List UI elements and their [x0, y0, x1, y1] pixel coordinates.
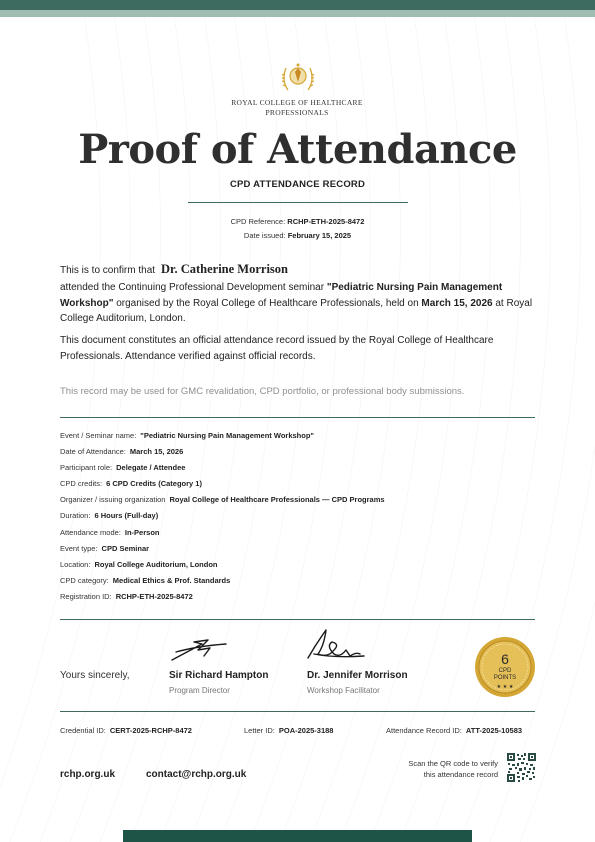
confirmation-line — [60, 262, 288, 277]
signatory-1-role: Program Director — [169, 686, 230, 695]
detail-row-event — [60, 431, 540, 447]
detail-label: Participant role: — [60, 463, 113, 473]
detail-label: Attendance mode: — [60, 527, 121, 537]
website-link[interactable]: rchp.org.uk — [60, 769, 116, 780]
detail-row-duration — [60, 511, 540, 527]
detail-value: In-Person — [124, 527, 160, 537]
detail-row-credits — [60, 479, 540, 495]
credential-id-value: CERT-2025-RCHP-8472 — [109, 726, 192, 735]
subtitle-divider — [188, 202, 408, 203]
detail-label: Organizer / issuing organization — [60, 495, 166, 505]
para1-text-a: attended the Continuing Professional Development seminar — [60, 282, 327, 293]
signatory-1-name: Sir Richard Hampton — [169, 670, 269, 681]
detail-label: CPD credits: — [60, 479, 103, 489]
detail-row-date — [60, 447, 540, 463]
confirm-text: This is to confirm that — [60, 265, 156, 276]
detail-row-location — [60, 560, 540, 576]
seal-badge-icon — [474, 636, 536, 698]
detail-label: Event type: — [60, 543, 98, 553]
signature-2-image — [304, 624, 374, 664]
detail-value: March 15, 2026 — [129, 447, 184, 457]
detail-value: "Pediatric Nursing Pain Management Workshop" — [140, 431, 314, 440]
qr-code-icon[interactable] — [507, 753, 536, 782]
detail-row-event-type — [60, 544, 540, 560]
organization-name — [197, 98, 397, 118]
issued-label: Date issued: — [243, 231, 286, 240]
detail-value: 6 Hours (Full-day) — [94, 511, 159, 521]
divider-bottom — [60, 711, 535, 712]
recipient-name: Dr. Catherine Morrison — [161, 262, 288, 276]
closing-text: Yours sincerely, — [60, 670, 130, 681]
document-subtitle: CPD ATTENDANCE RECORD — [229, 179, 366, 190]
letter-id-row — [244, 726, 333, 735]
para1-text-c: at Royal College Auditorium, London. — [60, 297, 533, 324]
seal-number: 6 — [501, 651, 509, 667]
document-title: Proof of Attendance — [78, 126, 517, 173]
detail-row-registration — [60, 592, 540, 608]
organization-name-line2: PROFESSIONALS — [265, 108, 329, 117]
qr-text-line2: this attendance record — [423, 770, 498, 779]
attendance-paragraph — [60, 280, 540, 327]
letter-id-label: Letter ID: — [244, 726, 275, 735]
credential-id-row — [60, 726, 192, 735]
record-id-value: ATT-2025-10583 — [465, 726, 523, 735]
detail-value: Royal College Auditorium, London — [94, 559, 218, 569]
usage-note: This record may be used for GMC revalidation, CPD portfolio, or professional body submissions. — [60, 386, 465, 397]
seal-line2: POINTS — [493, 675, 517, 681]
reference-row — [0, 217, 595, 226]
signature-1-image — [168, 630, 230, 666]
svg-text:★ ★ ★: ★ ★ ★ — [496, 684, 514, 690]
cpd-points-seal — [474, 636, 536, 698]
reference-value: RCHP-ETH-2025-8472 — [287, 217, 365, 226]
crest-icon — [278, 58, 318, 98]
divider-top — [60, 417, 535, 418]
detail-label: Location: — [60, 559, 91, 569]
signatory-2-name: Dr. Jennifer Morrison — [307, 670, 408, 681]
attendance-date: March 15, 2026 — [421, 297, 493, 309]
detail-row-organizer — [60, 495, 540, 511]
qr-instructions — [380, 758, 498, 780]
details-list — [60, 431, 540, 608]
record-id-label: Attendance Record ID: — [386, 726, 462, 735]
detail-label: Event / Seminar name: — [60, 431, 137, 440]
detail-label: Registration ID: — [60, 591, 112, 601]
official-record-paragraph: This document constitutes an official attendance record issued by the Royal College of Healthcare Professionals. Attendance verified against official records. — [60, 335, 494, 362]
email-link[interactable]: contact@rchp.org.uk — [146, 769, 247, 780]
record-id-row — [386, 726, 522, 735]
detail-value: RCHP-ETH-2025-8472 — [115, 591, 193, 601]
detail-value: Royal College of Healthcare Professionals — CPD Programs — [169, 495, 385, 505]
divider-middle — [60, 619, 535, 620]
issued-row — [0, 231, 595, 240]
detail-row-category — [60, 576, 540, 592]
detail-value: 6 CPD Credits (Category 1) — [106, 479, 202, 489]
qr-text-line1: Scan the QR code to verify — [408, 759, 498, 768]
seminar-name: "Pediatric Nursing Pain Management Workshop" — [60, 282, 503, 309]
detail-label: Date of Attendance: — [60, 447, 126, 457]
detail-value: Delegate / Attendee — [116, 463, 186, 473]
detail-value: Medical Ethics & Prof. Standards — [112, 575, 231, 585]
detail-row-role — [60, 463, 540, 479]
credential-id-label: Credential ID: — [60, 726, 106, 735]
seal-line1: CPD — [498, 668, 512, 674]
reference-label: CPD Reference: — [230, 217, 286, 226]
para1-text-b: organised by the Royal College of Healthcare Professionals, held on — [113, 297, 422, 309]
detail-value: CPD Seminar — [101, 543, 150, 553]
organization-name-line1: ROYAL COLLEGE OF HEALTHCARE — [231, 98, 363, 107]
detail-row-mode — [60, 528, 540, 544]
bottom-accent-bar — [123, 830, 472, 842]
signatory-2-role: Workshop Facilitator — [307, 686, 380, 695]
detail-label: Duration: — [60, 511, 91, 521]
letter-id-value: POA-2025-3188 — [278, 726, 334, 735]
detail-label: CPD category: — [60, 575, 109, 585]
issued-value: February 15, 2025 — [287, 231, 352, 240]
